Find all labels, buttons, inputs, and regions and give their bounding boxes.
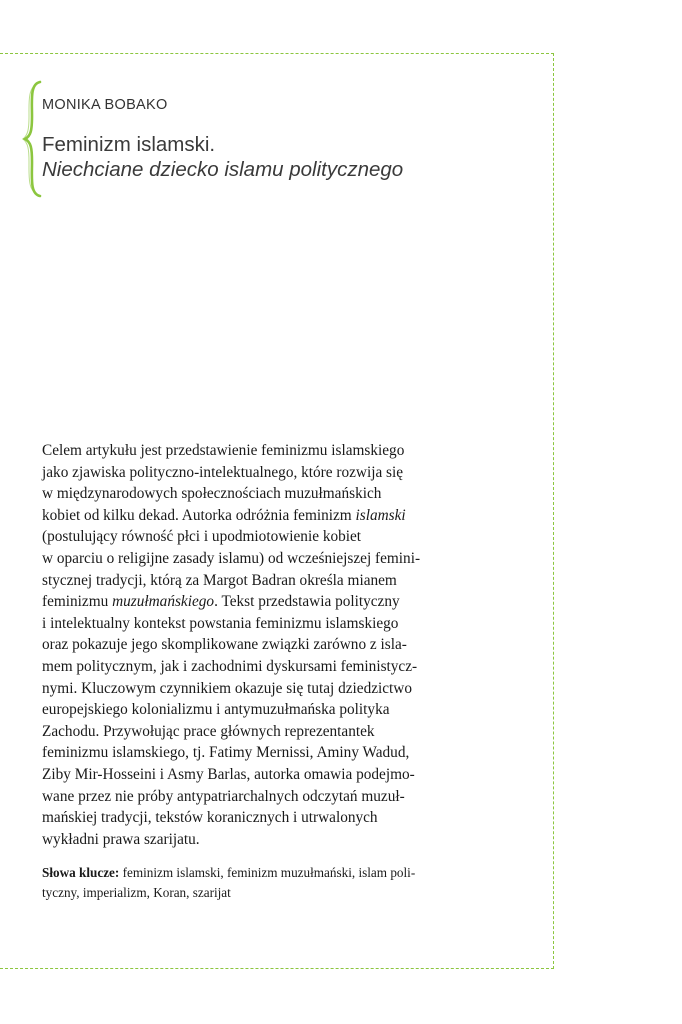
frame-right-border (553, 53, 554, 969)
abstract-text: feminizmu (42, 593, 113, 611)
abstract-line: stycznej tradycji, którą za Margot Badran określa mianem (42, 571, 397, 589)
abstract-line: europejskiego kolonializmu i antymuzułmańska polityka (42, 701, 390, 719)
abstract-emphasis: muzułmańskiego (112, 593, 215, 611)
abstract-line: w międzynarodowych społecznościach muzułmańskich (42, 485, 382, 503)
frame-top-border (0, 53, 554, 54)
abstract-line: feminizmu islamskiego, tj. Fatimy Mernissi, Aminy Wadud, (42, 744, 410, 762)
keywords (42, 863, 482, 903)
title-main: Feminizm islamski. (42, 133, 216, 156)
keywords-line: tyczny, imperializm, Koran, szarijat (42, 885, 231, 900)
abstract-line: w oparciu o religijne zasady islamu) od wcześniejszej femini- (42, 549, 421, 567)
abstract-line: i intelektualny kontekst powstania feminizmu islamskiego (42, 614, 399, 632)
keywords-line (42, 863, 482, 883)
abstract-text: . Tekst przedstawia polityczny (214, 593, 400, 611)
abstract-line: Ziby Mir-Hosseini i Asmy Barlas, autorka omawia podejmo- (42, 765, 415, 783)
abstract-line (42, 505, 472, 527)
abstract-line: oraz pokazuje jego skomplikowane związki zarówno z isla- (42, 636, 407, 654)
abstract-emphasis: islamski (355, 506, 406, 524)
abstract-line: nymi. Kluczowym czynnikiem okazuje się tutaj dziedzictwo (42, 679, 412, 697)
abstract-line: Celem artykułu jest przedstawienie feminizmu islamskiego (42, 442, 405, 459)
curly-brace-ornament (22, 80, 44, 198)
title-subtitle: Niechciane dziecko islamu politycznego (42, 158, 404, 181)
article-title (42, 132, 403, 182)
abstract-text: kobiet od kilku dekad. Autorka odróżnia feminizm (42, 506, 356, 524)
abstract-line: Zachodu. Przywołując prace głównych reprezentantek (42, 722, 375, 740)
keywords-list: feminizm islamski, feminizm muzułmański, islam poli- (119, 865, 416, 880)
abstract-line: mem politycznym, jak i zachodnimi dyskursami feministycz- (42, 657, 418, 675)
abstract-line: jako zjawiska polityczno-intelektualnego, które rozwija się (42, 463, 404, 481)
abstract-line: mańskiej tradycji, tekstów koranicznych i utrwalonych (42, 809, 378, 827)
abstract (42, 440, 472, 850)
author-name: MONIKA BOBAKO (42, 97, 168, 113)
abstract-line: (postulujący równość płci i upodmiotowienie kobiet (42, 528, 362, 546)
frame-bottom-border (0, 968, 554, 969)
keywords-label: Słowa klucze: (42, 865, 120, 880)
abstract-line: wane przez nie próby antypatriarchalnych odczytań muzuł- (42, 787, 405, 805)
abstract-line (42, 591, 472, 613)
abstract-line: wykładni prawa szarijatu. (42, 830, 200, 848)
